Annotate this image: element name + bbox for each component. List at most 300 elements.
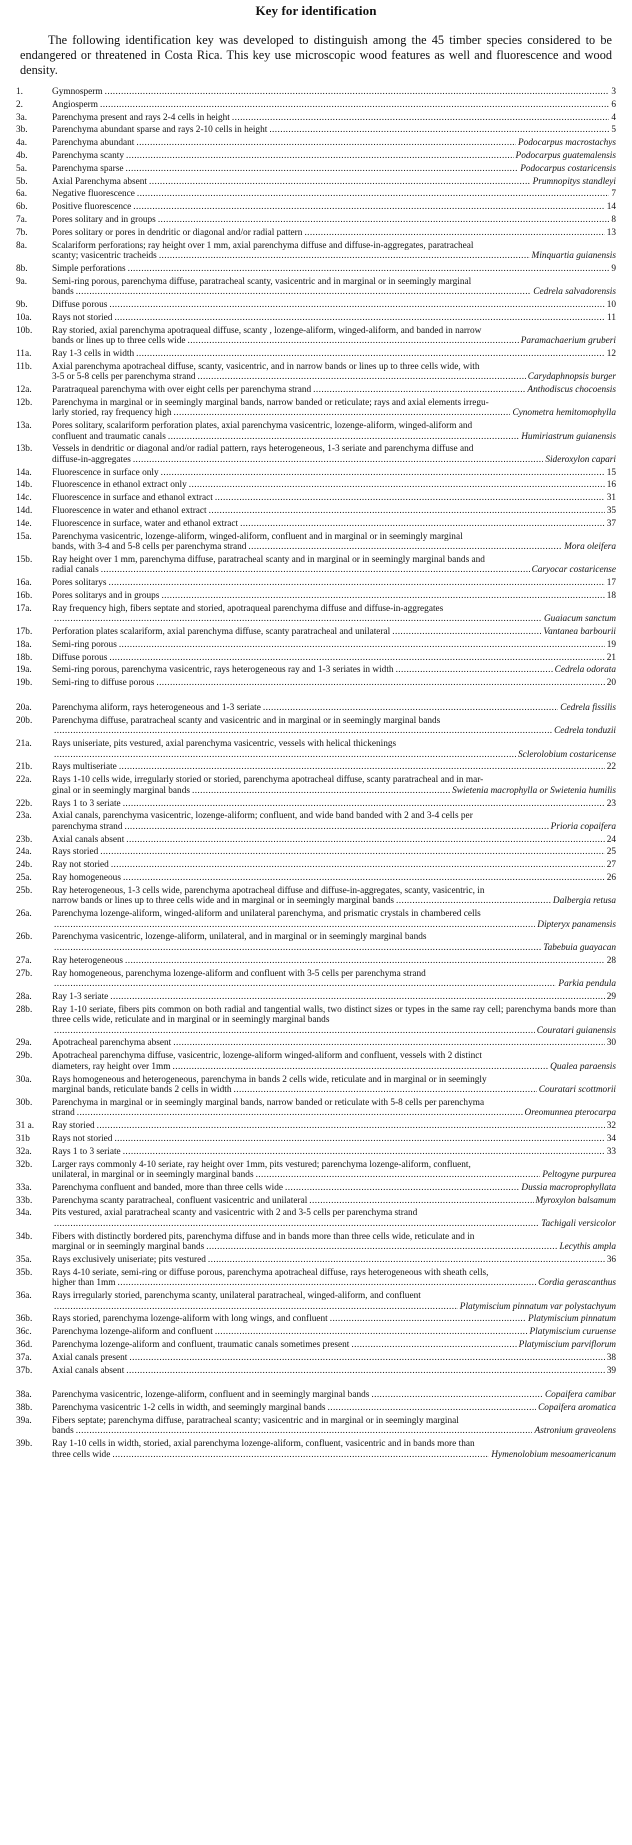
entry-description-end: Parenchyma confluent and banded, more than three cells wide — [52, 1182, 284, 1193]
species-result: Dalbergia retusa — [552, 896, 616, 907]
species-result: Guaiacum sanctum — [543, 614, 616, 625]
entry-number: 30a. — [16, 1074, 32, 1085]
entry-lead-line — [52, 847, 616, 858]
leader-dots — [114, 1134, 604, 1145]
entry-lead-line — [52, 372, 616, 383]
entry-body — [52, 716, 616, 737]
leader-dots — [129, 1353, 604, 1364]
leader-dots — [77, 1108, 523, 1119]
leader-dots — [173, 1038, 604, 1049]
entry-description: Parenchyma lozenge-aliform, winged-aliform and unilateral parenchyma, and prismatic crystals in chambered cells — [52, 909, 481, 920]
entry-lead-line — [52, 264, 616, 275]
leader-dots — [161, 468, 605, 479]
entry-body — [52, 1353, 616, 1364]
key-entry — [16, 860, 616, 871]
entry-body — [52, 555, 616, 576]
entry-lead-line — [52, 956, 616, 967]
species-result: Oreomunnea pterocarpa — [524, 1108, 616, 1119]
leader-dots — [396, 896, 551, 907]
entry-number: 33b. — [16, 1195, 33, 1206]
entry-number: 38a. — [16, 1390, 32, 1401]
next-step-result: 8 — [611, 214, 616, 225]
next-step-result: 36 — [606, 1254, 616, 1265]
leader-dots — [126, 164, 519, 175]
entry-number: 8b. — [16, 263, 28, 274]
entry-body — [52, 1314, 616, 1325]
leader-dots — [76, 287, 532, 298]
leader-dots — [109, 653, 604, 664]
entry-description: Axial canals, parenchyma vasicentric, lozenge-aliform; confluent, and wide band banded with 2 and 3-4 cells per — [52, 811, 473, 822]
entry-lead-line — [52, 860, 616, 871]
key-entry — [16, 775, 616, 796]
entry-number: 29a. — [16, 1038, 32, 1049]
key-entry — [16, 326, 616, 347]
leader-dots — [54, 1219, 539, 1230]
entry-lead-line — [52, 87, 616, 98]
entry-lead-line — [52, 703, 616, 714]
entry-number: 14a. — [16, 467, 32, 478]
species-result: Copaifera aromatica — [538, 1403, 616, 1414]
entry-body — [52, 177, 616, 188]
entry-description-end: Angiosperm — [52, 99, 98, 110]
entry-lead-line — [52, 506, 616, 517]
entry-lead-line — [52, 113, 616, 124]
group-separator — [16, 691, 616, 703]
entry-number: 7a. — [16, 214, 28, 225]
key-entry — [16, 1183, 616, 1194]
entry-description-end: Rays exclusively uniseriate; pits vestured — [52, 1254, 206, 1265]
entry-number: 27b. — [16, 968, 33, 979]
entry-body — [52, 739, 616, 760]
entry-body — [52, 591, 616, 602]
group-separator — [16, 1378, 616, 1390]
leader-dots — [133, 202, 604, 213]
entry-lead-line — [52, 1426, 616, 1437]
leader-dots — [192, 786, 450, 797]
entry-description-end: Ray not storied — [52, 860, 109, 871]
key-entry — [16, 493, 616, 504]
next-step-result: 3 — [611, 87, 616, 97]
key-entry — [16, 113, 616, 124]
entry-number: 27a. — [16, 955, 32, 966]
entry-body — [52, 1147, 616, 1158]
leader-dots — [54, 614, 542, 625]
species-result: Qualea paraensis — [550, 1061, 616, 1072]
entry-body — [52, 835, 616, 846]
entry-description-end: Gymnosperm — [52, 87, 103, 97]
entry-body — [52, 1098, 616, 1119]
species-result: Cedrela odorata — [554, 665, 616, 676]
entry-body — [52, 313, 616, 324]
entry-body — [52, 1134, 616, 1145]
key-entry — [16, 1160, 616, 1181]
leader-dots — [248, 542, 562, 553]
entry-lead-line — [52, 896, 616, 907]
entry-body — [52, 1160, 616, 1181]
entry-description: Ray 1-10 cells in width, storied, axial parenchyma lozenge-aliform, confluent, vasicentric and in bands more than — [52, 1439, 475, 1450]
entry-body — [52, 665, 616, 676]
leader-dots — [159, 251, 530, 262]
leader-dots — [126, 1366, 604, 1377]
leader-dots — [396, 665, 553, 676]
entry-description: Parenchyma in marginal or in seemingly marginal bands, narrow banded or reticulate; rays and axial elements irregu- — [52, 397, 489, 408]
entry-body — [52, 1340, 616, 1351]
entry-lead-line — [52, 300, 616, 311]
entry-description: Ray frequency high, fibers septate and storied, apotraqueal parenchyma diffuse and diffuse-in-aggregates — [52, 603, 444, 614]
entry-description-end: Parenchyma abundant sparse and rays 2-10 cells in height — [52, 125, 268, 136]
entry-description-end: marginal or in seemingly marginal bands — [52, 1242, 205, 1253]
entry-body — [52, 1403, 616, 1414]
species-result: Carydaphnopsis burger — [527, 372, 616, 383]
entry-body — [52, 640, 616, 651]
entry-lead-line — [52, 228, 616, 239]
entry-number: 14c. — [16, 493, 32, 504]
entry-body — [52, 1196, 616, 1207]
entry-body — [52, 189, 616, 200]
entry-body — [52, 241, 616, 262]
entry-description-end: parenchyma strand — [52, 821, 123, 832]
entry-description: Larger rays commonly 4-10 seriate, ray height over 1mm, pits vestured; parenchyma lozenge-aliform, confluent, — [52, 1159, 471, 1170]
entry-lead-line — [52, 202, 616, 213]
key-entry — [16, 640, 616, 651]
entry-number: 39a. — [16, 1415, 32, 1426]
entry-body — [52, 1366, 616, 1377]
entry-lead-line — [52, 614, 616, 625]
key-entry — [16, 202, 616, 213]
entry-description-end: bands — [52, 287, 74, 298]
key-entry — [16, 1147, 616, 1158]
entry-number: 20b. — [16, 715, 33, 726]
species-result: Caryocar costaricense — [531, 565, 616, 576]
entry-body — [52, 202, 616, 213]
entry-number: 24a. — [16, 847, 32, 858]
key-entry — [16, 1051, 616, 1072]
entry-number: 17b. — [16, 627, 33, 638]
next-step-result: 7 — [611, 189, 616, 200]
entry-description-end: bands or lines up to three cells wide — [52, 336, 186, 347]
entry-description-end: narrow bands or lines up to three cells wide and in marginal or in seemingly marginal bands — [52, 896, 395, 907]
next-step-result: 15 — [606, 467, 616, 478]
species-result: Platymiscium pinnatum — [527, 1314, 616, 1325]
entry-description-end: three cells wide — [52, 1449, 111, 1460]
key-entry — [16, 716, 616, 737]
entry-lead-line — [52, 1390, 616, 1401]
entry-description-end: Ray 1-3 cells in width — [52, 348, 135, 359]
entry-number: 4b. — [16, 150, 28, 161]
leader-dots — [232, 113, 609, 124]
entry-description: Parenchyma vasicentric, lozenge-aliform, unilateral, and in marginal or in seemingly marginal bands — [52, 932, 427, 943]
entry-lead-line — [52, 287, 616, 298]
entry-body — [52, 909, 616, 930]
leader-dots — [128, 264, 610, 275]
key-entry — [16, 1255, 616, 1266]
entry-lead-line — [52, 640, 616, 651]
leader-dots — [123, 1147, 605, 1158]
next-step-result: 34 — [606, 1133, 616, 1144]
next-step-result: 38 — [606, 1352, 616, 1363]
entry-description-end: Parenchyma vasicentric 1-2 cells in width, and seemingly marginal bands — [52, 1403, 326, 1414]
entry-body — [52, 811, 616, 832]
key-entry — [16, 604, 616, 625]
entry-lead-line — [52, 1147, 616, 1158]
entry-description-end: scanty; vasicentric tracheids — [52, 251, 157, 262]
entry-description-end: Pores solitary or pores in dendritic or diagonal and/or radial pattern — [52, 227, 303, 238]
entry-body — [52, 1291, 616, 1312]
entry-lead-line — [52, 189, 616, 200]
entry-description-end: Rays not storied — [52, 1133, 113, 1144]
entry-number: 30b. — [16, 1097, 33, 1108]
entry-description-end: Parenchyma present and rays 2-4 cells in height — [52, 112, 230, 123]
key-entry — [16, 703, 616, 714]
key-entry — [16, 1366, 616, 1377]
entry-body — [52, 480, 616, 491]
entry-number: 23b. — [16, 834, 33, 845]
entry-description: Scalariform perforations; ray height over 1 mm, axial parenchyma diffuse and diffuse-in-aggregates, paratracheal — [52, 240, 474, 251]
next-step-result: 20 — [606, 678, 616, 689]
entry-lead-line — [52, 578, 616, 589]
leader-dots — [125, 956, 605, 967]
leader-dots — [54, 943, 541, 954]
species-result: Dussia macroprophyllata — [521, 1182, 616, 1193]
key-entry — [16, 100, 616, 111]
entry-number: 29b. — [16, 1051, 33, 1062]
next-step-result: 18 — [606, 591, 616, 601]
entry-body — [52, 300, 616, 311]
key-entry — [16, 277, 616, 298]
entry-body — [52, 762, 616, 773]
leader-dots — [54, 1026, 535, 1037]
entry-description-end: Parenchyma lozenge-aliform and confluent, traumatic canals sometimes present — [52, 1339, 350, 1350]
species-result: Cordia gerascanthus — [538, 1278, 616, 1289]
entry-lead-line — [52, 385, 616, 396]
leader-dots — [313, 385, 525, 396]
key-entry — [16, 1340, 616, 1351]
next-step-result: 35 — [606, 506, 616, 517]
species-result: Cedrela salvadorensis — [533, 287, 616, 298]
entry-body — [52, 1390, 616, 1401]
entry-description-end: Parenchyma scanty — [52, 150, 125, 161]
entry-number: 5b. — [16, 176, 28, 187]
species-result: Swietenia macrophylla or Swietenia humilis — [452, 785, 616, 796]
entry-body — [52, 100, 616, 111]
entry-lead-line — [52, 786, 616, 797]
entry-description: Axial parenchyma apotracheal diffuse, scanty, vasicentric, and in narrow bands or lines up to three cells wide, with — [52, 361, 480, 372]
key-entry — [16, 886, 616, 907]
entry-lead-line — [52, 565, 616, 576]
leader-dots — [101, 565, 530, 576]
entry-body — [52, 87, 616, 98]
entry-description-end: larly storied, ray frequency high — [52, 408, 172, 419]
leader-dots — [76, 1426, 533, 1437]
entry-body — [52, 1255, 616, 1266]
entry-description-end: ginal or in seemingly marginal bands — [52, 785, 190, 796]
next-step-result: 9 — [611, 263, 616, 274]
entry-number: 14d. — [16, 506, 33, 517]
entry-lead-line — [52, 1450, 616, 1461]
entry-description-end: unilateral, in marginal or in seemingly marginal bands — [52, 1170, 254, 1180]
entry-number: 15b. — [16, 554, 33, 565]
entry-body — [52, 1439, 616, 1460]
entry-description: Ray 1-10 seriate, fibers pits common on both radial and tangential walls, two distinct sizes or types in the same ray cell; parenchyma bands more than three cells wide, reticulate and in marginal or in seemingly marginal bands — [52, 1004, 616, 1026]
entry-description-end: strand — [52, 1108, 75, 1119]
entry-description-end: Semi-ring to diffuse porous — [52, 678, 155, 689]
entry-description: Ray heterogeneous, 1-3 cells wide, parenchyma apotracheal diffuse and diffuse-in-aggregates, scanty, vasicentric, in — [52, 885, 485, 896]
leader-dots — [133, 455, 544, 466]
key-entry — [16, 653, 616, 664]
entry-body — [52, 264, 616, 275]
entry-lead-line — [52, 762, 616, 773]
entry-description-end: Parenchyma sparse — [52, 163, 124, 174]
entry-body — [52, 113, 616, 124]
leader-dots — [119, 762, 605, 773]
next-step-result: 5 — [611, 125, 616, 136]
entry-description-end: Axial Parenchyma absent — [52, 176, 148, 187]
key-entry — [16, 1098, 616, 1119]
entry-description-end: marginal bands, reticulate bands 2 cells in width — [52, 1085, 232, 1096]
entry-lead-line — [52, 1196, 616, 1207]
leader-dots — [97, 1121, 605, 1132]
key-entry — [16, 739, 616, 760]
key-entry — [16, 1232, 616, 1253]
entry-lead-line — [52, 1108, 616, 1119]
entry-lead-line — [52, 665, 616, 676]
entry-description-end: diameters, ray height over 1mm — [52, 1061, 171, 1072]
entry-description: Parenchyma in marginal or in seemingly marginal bands, narrow banded or reticulate with 5-8 cells per parenchyma — [52, 1097, 485, 1108]
leader-dots — [123, 873, 605, 884]
entry-body — [52, 1327, 616, 1338]
entry-number: 3b. — [16, 125, 28, 136]
entry-number: 24b. — [16, 860, 33, 871]
entry-description-end: Rays 1 to 3 seriate — [52, 798, 121, 809]
species-result: Tachigali versicolor — [541, 1218, 616, 1229]
species-result: Cedrela tonduzii — [554, 726, 616, 737]
entry-description-end: Simple perforations — [52, 263, 126, 274]
key-entry — [16, 164, 616, 175]
entry-number: 22b. — [16, 798, 33, 809]
entry-lead-line — [52, 992, 616, 1003]
key-entry — [16, 847, 616, 858]
species-result: Hymenolobium mesoamericanum — [491, 1449, 616, 1460]
key-entry — [16, 228, 616, 239]
entry-number: 4a. — [16, 138, 28, 149]
leader-dots — [269, 125, 609, 136]
leader-dots — [54, 1302, 458, 1313]
entry-body — [52, 1416, 616, 1437]
entry-lead-line — [52, 678, 616, 689]
next-step-result: 10 — [606, 299, 616, 310]
entry-number: 32b. — [16, 1159, 33, 1170]
leader-dots — [168, 432, 519, 443]
entry-lead-line — [52, 835, 616, 846]
entry-body — [52, 519, 616, 530]
entry-lead-line — [52, 920, 616, 931]
next-step-result: 26 — [606, 873, 616, 884]
entry-lead-line — [52, 1134, 616, 1145]
entry-lead-line — [52, 591, 616, 602]
entry-body — [52, 604, 616, 625]
entry-number: 36c. — [16, 1327, 32, 1338]
next-step-result: 25 — [606, 847, 616, 858]
entry-lead-line — [52, 627, 616, 638]
entry-body — [52, 215, 616, 226]
key-entry — [16, 506, 616, 517]
entry-description-end: diffuse-in-aggregates — [52, 454, 131, 465]
entry-body — [52, 398, 616, 419]
leader-dots — [123, 799, 605, 810]
entry-description: Pores solitary, scalariform perforation plates, axial parenchyma vasicentric, lozenge-aliform, winged-aliform and — [52, 421, 473, 432]
entry-number: 6a. — [16, 189, 28, 200]
document-page — [16, 0, 616, 1460]
key-entry — [16, 1439, 616, 1460]
entry-number: 36a. — [16, 1291, 32, 1302]
entry-description: Fibers with distinctly bordered pits, parenchyma diffuse and in bands more than three cells wide, reticulate and in — [52, 1231, 475, 1242]
species-result: Astronium graveolens — [534, 1426, 616, 1437]
entry-lead-line — [52, 432, 616, 443]
key-entry — [16, 1291, 616, 1312]
key-entry — [16, 1353, 616, 1364]
entry-body — [52, 1038, 616, 1049]
leader-dots — [189, 480, 605, 491]
entry-lead-line — [52, 1038, 616, 1049]
leader-dots — [118, 1278, 537, 1289]
entry-number: 12b. — [16, 397, 33, 408]
species-result: Prioria copaifera — [550, 821, 616, 832]
key-entry — [16, 125, 616, 136]
key-entry — [16, 215, 616, 226]
entry-description: Rays 1-10 cells wide, irregularly storied or storied, parenchyma apotracheal diffuse, scanty paratracheal and in mar- — [52, 775, 484, 786]
entry-number: 26b. — [16, 932, 33, 943]
species-result: Humiriastrum guianensis — [521, 431, 616, 442]
entry-lead-line — [52, 455, 616, 466]
entry-description-end: Ray heterogeneous — [52, 955, 123, 966]
key-entry — [16, 873, 616, 884]
key-entry — [16, 385, 616, 396]
entry-description-end: Axial canals present — [52, 1352, 128, 1363]
entry-number: 38b. — [16, 1403, 33, 1414]
entry-body — [52, 956, 616, 967]
species-result: Mora oleifera — [564, 542, 616, 553]
entry-lead-line — [52, 468, 616, 479]
leader-dots — [126, 151, 514, 162]
leader-dots — [156, 678, 604, 689]
next-step-result: 12 — [606, 348, 616, 359]
entry-body — [52, 228, 616, 239]
entry-lead-line — [52, 480, 616, 491]
entry-description-end: bands, with 3-4 and 5-8 cells per parenchyma strand — [52, 542, 247, 553]
next-step-result: 39 — [606, 1365, 616, 1376]
key-entry — [16, 992, 616, 1003]
entry-body — [52, 653, 616, 664]
key-entry — [16, 627, 616, 638]
entry-description-end: Perforation plates scalariform, axial parenchyma diffuse, scanty paratracheal and unilateral — [52, 627, 391, 638]
entry-description-end: Fluorescence in water and ethanol extract — [52, 506, 207, 517]
species-result: Tabebuia guayacan — [543, 942, 616, 953]
key-entry — [16, 1005, 616, 1037]
entry-lead-line — [52, 750, 616, 761]
entry-lead-line — [52, 1085, 616, 1096]
species-result: Couratari guianensis — [536, 1025, 616, 1036]
entry-body — [52, 532, 616, 553]
leader-dots — [328, 1403, 537, 1414]
entry-number: 25b. — [16, 885, 33, 896]
key-entry — [16, 444, 616, 465]
leader-dots — [105, 87, 610, 98]
next-step-result: 13 — [606, 227, 616, 238]
entry-body — [52, 421, 616, 442]
leader-dots — [174, 408, 511, 419]
entry-body — [52, 775, 616, 796]
entry-description-end: Ray 1-3 seriate — [52, 991, 109, 1002]
